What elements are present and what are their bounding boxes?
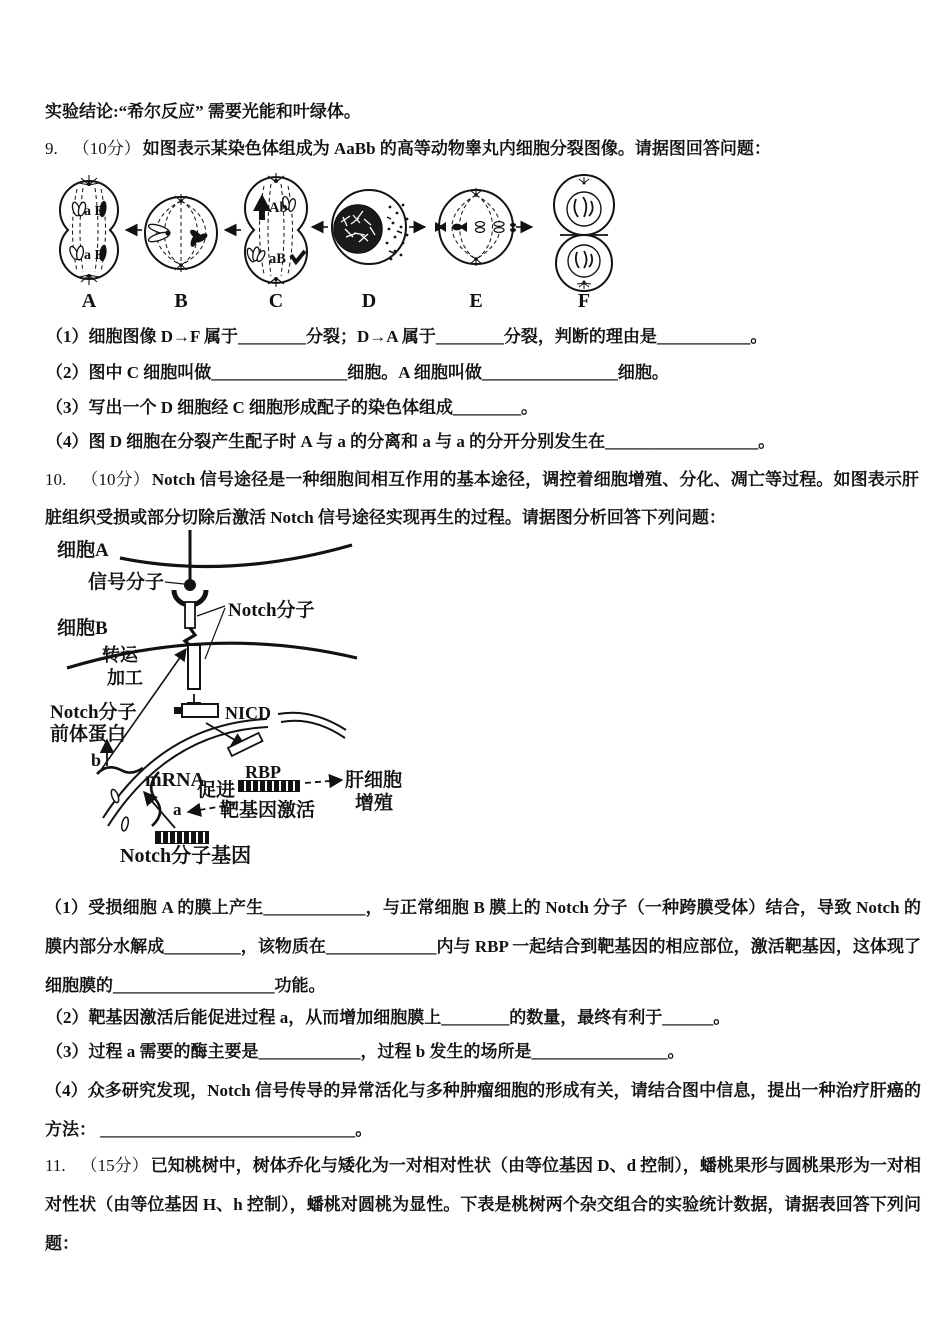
q9-number: 9. [45,139,58,158]
q11-stem-text: 已知桃树中，树体乔化与矮化为一对相对性状（由等位基因 D、d 控制），蟠桃果形与圆桃果形为一对相对性状（由等位基因 H、h 控制），蟠桃对圆桃为显性。下表是桃树两个杂交组合的实验统计数据，请据表回答下列问题： [45,1156,922,1253]
cell-d-drawing [332,190,408,264]
q9-score: （10分） [72,139,141,158]
cell-e-drawing [435,188,516,266]
q9-stem [45,134,771,159]
label-process-a: a [173,800,182,819]
q9-part-4: （4）图 D 细胞在分裂产生配子时 A 与 a 的分离和 a 与 a 的分开分别发生在__________________。 [46,432,776,451]
q9-stem-text: 如图表示某染色体组成为 AaBb 的高等动物睾丸内细胞分裂图像。请据图回答问题： [142,139,771,158]
cell-a-bottom-genotype: a B [84,248,104,263]
cell-label-a: A [81,290,97,312]
experiment-conclusion-text: 实验结论:“希尔反应” 需要光能和叶绿体。 [45,102,361,121]
label-process-b: b [91,750,102,770]
label-cell-a: 细胞A [57,540,109,561]
q9-part-2: （2）图中 C 细胞叫做________________细胞。A 细胞叫做________________细胞。 [46,363,669,382]
label-notch-molecule: Notch分子 [228,600,315,621]
label-mrna: mRNA [145,769,205,791]
q10-score: （10分） [81,470,150,489]
mrna-strand [97,767,143,774]
label-notch-gene: Notch分子基因 [120,845,252,867]
label-precursor-2: 前体蛋白 [50,724,127,745]
label-precursor-1: Notch分子 [50,702,137,723]
label-cell-b: 细胞B [57,618,108,639]
q10-stem [45,461,919,537]
label-target-gene-activated: 靶基因激活 [220,800,316,821]
cell-a-top-genotype: a B [84,204,104,219]
label-liver-cell-1: 肝细胞 [345,770,403,791]
cell-c-drawing [245,173,307,287]
cell-c-bottom-genotype: aB [269,251,286,267]
label-liver-cell-2: 增殖 [355,793,394,814]
q10-number: 10. [45,470,67,489]
label-transport-2: 加工 [107,668,143,688]
label-promote: 促进 [197,780,236,801]
label-rbp: RBP [245,762,281,782]
signal-molecule-dot [185,580,196,591]
label-signal-molecule: 信号分子 [88,572,165,593]
q10-part-1: （1）受损细胞 A 的膜上产生____________，与正常细胞 B 膜上的 Notch 分子（一种跨膜受体）结合，导致 Notch 的膜内部分水解成_________，该物质在_____________内与 RBP 一起结合到靶基因的相应部位，激活靶基因，这体现了细胞膜的___________________功能。 [45,898,921,995]
q10-notch-figure [45,528,425,878]
q10-part-3: （3）过程 a 需要的酶主要是____________，过程 b 发生的场所是________________。 [46,1042,685,1061]
cell-c-top-genotype: Ab [269,200,288,216]
label-transport-1: 转运 [102,645,138,665]
notch-membrane-segment [188,645,200,689]
q11-number: 11. [45,1156,66,1175]
q10-part-2: （2）靶基因激活后能促进过程 a，从而增加细胞膜上________的数量，最终有利于______。 [46,1008,731,1027]
q11-score: （15分） [80,1156,149,1175]
cell-label-f: F [577,290,591,312]
cell-label-c: C [268,290,284,312]
cell-label-b: B [174,290,188,312]
cell-a-membrane [120,545,352,566]
q10-part-4: （4）众多研究发现，Notch 信号传导的异常活化与多种肿瘤细胞的形成有关，请结合图中信息，提出一种治疗肝癌的方法： ______________________________。 [45,1081,921,1139]
q9-part-1: （1）细胞图像 D→F 属于________分裂；D→A 属于________分裂，判断的理由是___________。 [46,327,768,346]
rbp-shape [228,733,263,756]
cell-b-drawing [145,194,217,272]
q9-part-3: （3）写出一个 D 细胞经 C 细胞形成配子的染色体组成________。 [46,398,539,417]
q11-stem [45,1146,921,1263]
q9-cell-division-figure [45,167,645,315]
nicd-shape [182,704,218,717]
cell-label-d: D [361,290,377,312]
q10-stem-text: Notch 信号途径是一种细胞间相互作用的基本途径，调控着细胞增殖、分化、凋亡等过程。如图表示肝脏组织受损或部分切除后激活 Notch 信号途径实现再生的过程。请据图分析回答下列问题： [45,470,920,527]
cell-f-drawing [554,175,614,291]
label-nicd: NICD [225,703,272,723]
cell-label-e: E [469,290,483,312]
cell-a-drawing [60,175,118,285]
